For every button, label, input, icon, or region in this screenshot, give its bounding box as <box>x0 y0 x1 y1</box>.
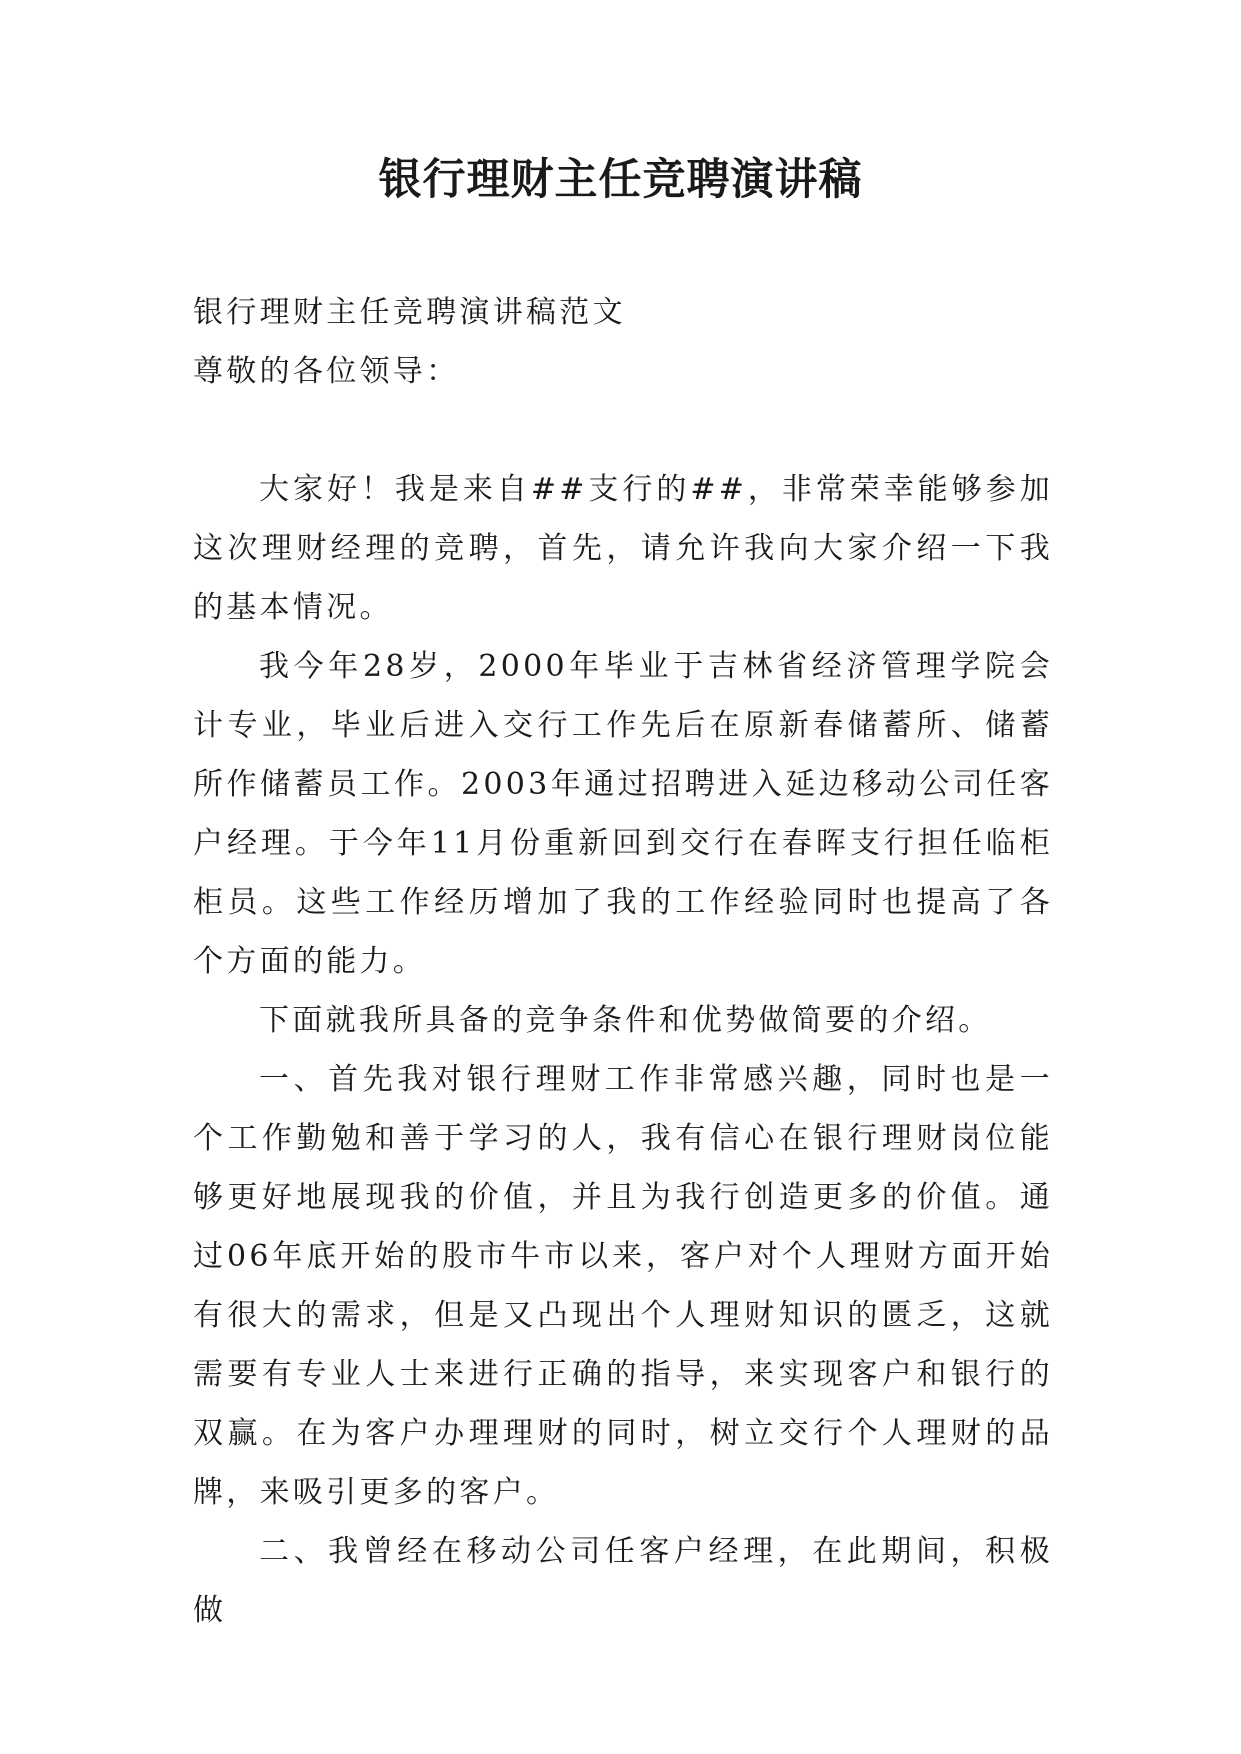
paragraph-intro-advantages: 下面就我所具备的竞争条件和优势做简要的介绍。 <box>259 1003 992 1038</box>
paragraph-background: 我今年28岁，2000年毕业于吉林省经济管理学院会计专业，毕业后进入交行工作先后在原新春储蓄所、储蓄所作储蓄员工作。2003年通过招聘进入延边移动公司任客户经理。于今年11月份重新回到交行在春晖支行担任临柜柜员。这些工作经历增加了我的工作经验同时也提高了各个方面的能力。 <box>193 649 1053 979</box>
document-title: 银行理财主任竞聘演讲稿 <box>378 155 863 205</box>
document-subtitle: 银行理财主任竞聘演讲稿范文 <box>193 295 626 330</box>
document-body <box>193 283 1053 1640</box>
paragraph-point-one: 一、首先我对银行理财工作非常感兴趣，同时也是一个工作勤勉和善于学习的人，我有信心在银行理财岗位能够更好地展现我的价值，并且为我行创造更多的价值。通过06年底开始的股市牛市以来，客户对个人理财方面开始有很大的需求，但是又凸现出个人理财知识的匮乏，这就需要有专业人士来进行正确的指导，来实现客户和银行的双赢。在为客户办理理财的同时，树立交行个人理财的品牌，来吸引更多的客户。 <box>193 1062 1053 1510</box>
paragraph-greeting: 大家好！我是来自##支行的##，非常荣幸能够参加这次理财经理的竞聘，首先，请允许我向大家介绍一下我的基本情况。 <box>193 472 1053 625</box>
salutation: 尊敬的各位领导： <box>193 354 460 389</box>
paragraph-point-two: 二、我曾经在移动公司任客户经理，在此期间，积极做 <box>193 1534 1053 1628</box>
